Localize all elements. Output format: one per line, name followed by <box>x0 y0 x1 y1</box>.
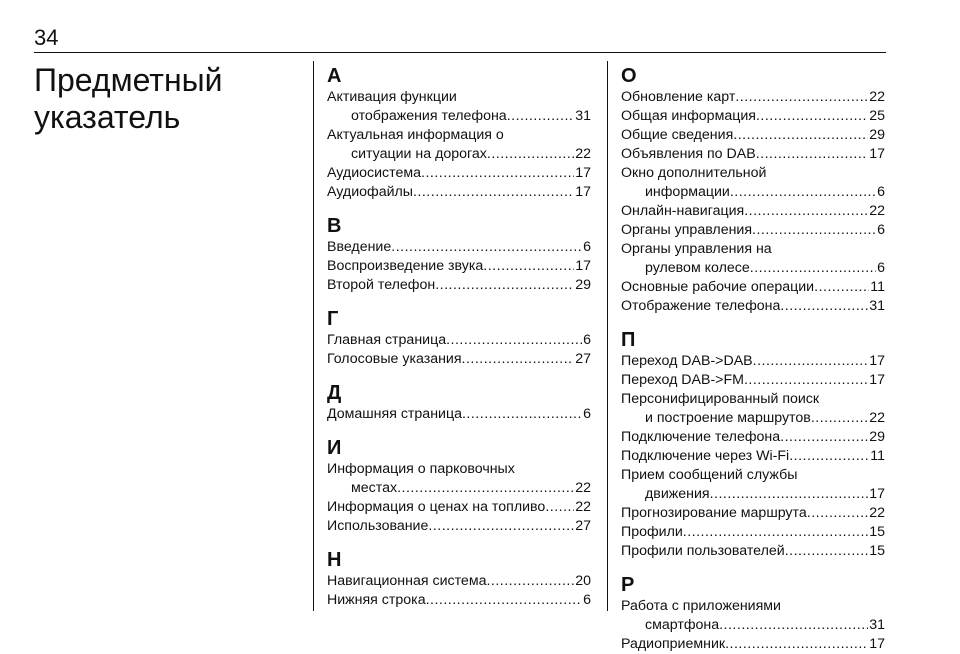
entry-label: движения <box>645 486 710 502</box>
index-entry <box>327 405 591 424</box>
entry-label: Подключение через Wi-Fi <box>621 448 790 464</box>
index-column-1 <box>327 64 591 610</box>
entry-line <box>621 616 885 635</box>
section-letter: П <box>621 329 636 351</box>
index-entry <box>621 278 885 297</box>
entry-page-number: 17 <box>869 636 885 652</box>
entry-label: Переход DAB->DAB <box>621 353 753 369</box>
column-divider-2 <box>607 61 608 611</box>
dot-leader <box>426 591 583 610</box>
entry-line <box>621 259 885 278</box>
page-title: Предметный указатель <box>34 62 223 135</box>
entry-label: смартфона <box>645 617 720 633</box>
dot-leader <box>735 88 868 107</box>
index-entry <box>621 240 885 278</box>
index-entry <box>621 88 885 107</box>
entry-heading: Активация функции <box>327 89 457 105</box>
entry-line <box>621 504 885 523</box>
entry-line <box>327 164 591 183</box>
entry-line <box>327 276 591 295</box>
entry-page-number: 22 <box>869 89 885 105</box>
entry-line <box>621 428 885 447</box>
dot-leader <box>814 278 869 297</box>
entry-page-number: 6 <box>583 332 591 348</box>
entry-label: Главная страница <box>327 332 447 348</box>
entry-label: Навигационная система <box>327 573 487 589</box>
entry-page-number: 6 <box>877 184 885 200</box>
entry-line <box>621 221 885 240</box>
dot-leader <box>730 183 876 202</box>
entry-line <box>621 352 885 371</box>
entry-page-number: 27 <box>575 351 591 367</box>
index-entry <box>621 447 885 466</box>
entry-line <box>621 202 885 221</box>
entry-label: Введение <box>327 239 392 255</box>
index-section <box>621 64 885 316</box>
dot-leader <box>483 257 574 276</box>
index-entry <box>327 460 591 498</box>
entry-line <box>327 183 591 202</box>
entry-label: Обновление карт <box>621 89 736 105</box>
entry-label: Переход DAB->FM <box>621 372 744 388</box>
entry-label: ситуации на дорогах <box>351 146 487 162</box>
entry-heading: Актуальная информация о <box>327 127 504 143</box>
entry-line <box>327 331 591 350</box>
entry-page-number: 11 <box>870 279 885 295</box>
dot-leader <box>462 350 575 369</box>
dot-leader <box>421 164 574 183</box>
entry-label: Профили пользователей <box>621 543 785 559</box>
entry-page-number: 17 <box>869 372 885 388</box>
entry-label: Общая информация <box>621 108 756 124</box>
dot-leader <box>756 107 868 126</box>
dot-leader <box>435 276 574 295</box>
dot-leader <box>413 183 574 202</box>
entry-label: Второй телефон <box>327 277 436 293</box>
section-letter: Г <box>327 308 339 330</box>
dot-leader <box>507 107 575 126</box>
entry-label: Использование <box>327 518 429 534</box>
entry-page-number: 22 <box>575 146 591 162</box>
index-entry <box>621 371 885 390</box>
index-entry <box>621 390 885 428</box>
entry-line <box>327 517 591 536</box>
index-entry <box>621 428 885 447</box>
index-entry <box>621 145 885 164</box>
entry-line <box>621 107 885 126</box>
entry-label: Аудиосистема <box>327 165 422 181</box>
dot-leader <box>683 523 868 542</box>
entry-line <box>327 238 591 257</box>
entry-line <box>621 126 885 145</box>
dot-leader <box>725 635 868 654</box>
section-letter: А <box>327 65 342 87</box>
index-entry <box>327 238 591 257</box>
entry-page-number: 22 <box>575 499 591 515</box>
entry-label: Прогнозирование маршрута <box>621 505 807 521</box>
entry-page-number: 15 <box>869 524 885 540</box>
entry-line <box>621 297 885 316</box>
page-number: 34 <box>34 25 59 50</box>
entry-line <box>621 523 885 542</box>
index-entry <box>621 597 885 635</box>
dot-leader <box>753 352 869 371</box>
entry-line <box>327 257 591 276</box>
entry-page-number: 31 <box>869 617 885 633</box>
dot-leader <box>785 542 869 561</box>
entry-page-number: 29 <box>575 277 591 293</box>
index-entry <box>621 635 885 654</box>
entry-page-number: 27 <box>575 518 591 534</box>
entry-page-number: 31 <box>575 108 591 124</box>
entry-page-number: 6 <box>583 406 591 422</box>
section-letter: О <box>621 65 637 87</box>
dot-leader <box>752 221 876 240</box>
index-entry <box>327 331 591 350</box>
dot-leader <box>780 297 868 316</box>
index-entry <box>621 523 885 542</box>
dot-leader <box>744 202 868 221</box>
entry-page-number: 17 <box>869 146 885 162</box>
entry-page-number: 15 <box>869 543 885 559</box>
entry-heading: Органы управления на <box>621 241 772 257</box>
entry-label: Нижняя строка <box>327 592 426 608</box>
index-entry <box>327 88 591 126</box>
dot-leader <box>744 371 868 390</box>
entry-label: Профили <box>621 524 683 540</box>
entry-page-number: 6 <box>583 592 591 608</box>
entry-label: информации <box>645 184 730 200</box>
header-rule <box>34 52 886 53</box>
entry-line <box>327 479 591 498</box>
index-entry <box>621 466 885 504</box>
entry-page-number: 6 <box>877 222 885 238</box>
dot-leader <box>428 517 574 536</box>
entry-heading: Прием сообщений службы <box>621 467 798 483</box>
entry-page-number: 17 <box>575 165 591 181</box>
entry-page-number: 31 <box>869 298 885 314</box>
entry-line <box>621 447 885 466</box>
entry-label: Домашняя страница <box>327 406 462 422</box>
index-entry <box>327 164 591 183</box>
entry-line <box>327 107 591 126</box>
entry-line <box>327 591 591 610</box>
dot-leader <box>391 238 582 257</box>
entry-page-number: 22 <box>869 410 885 426</box>
entry-page-number: 17 <box>869 353 885 369</box>
index-section <box>327 64 591 202</box>
dot-leader <box>719 616 868 635</box>
index-entry <box>327 591 591 610</box>
entry-label: Объявления по DAB <box>621 146 756 162</box>
index-entry <box>621 164 885 202</box>
section-letter: Д <box>327 382 342 404</box>
section-letter: В <box>327 215 342 237</box>
index-entry <box>327 276 591 295</box>
entry-label: и построение маршрутов <box>645 410 811 426</box>
index-section <box>327 307 591 369</box>
entry-label: Информация о ценах на топливо <box>327 499 546 515</box>
dot-leader <box>397 479 574 498</box>
entry-line <box>621 183 885 202</box>
index-entry <box>327 257 591 276</box>
entry-line <box>621 278 885 297</box>
dot-leader <box>780 428 868 447</box>
entry-line <box>621 485 885 504</box>
entry-page-number: 17 <box>869 486 885 502</box>
entry-label: Подключение телефона <box>621 429 781 445</box>
entry-page-number: 11 <box>870 448 885 464</box>
entry-heading: Окно дополнительной <box>621 165 767 181</box>
entry-label: Отображение телефона <box>621 298 781 314</box>
index-entry <box>621 297 885 316</box>
dot-leader <box>446 331 582 350</box>
entry-label: Основные рабочие операции <box>621 279 815 295</box>
index-entry <box>327 350 591 369</box>
dot-leader <box>545 498 574 517</box>
entry-heading: Информация о парковочных <box>327 461 515 477</box>
index-entry <box>327 498 591 517</box>
index-section <box>621 328 885 561</box>
entry-label: Голосовые указания <box>327 351 462 367</box>
entry-page-number: 25 <box>869 108 885 124</box>
index-entry <box>621 221 885 240</box>
entry-page-number: 20 <box>575 573 591 589</box>
index-entry <box>327 517 591 536</box>
dot-leader <box>750 259 876 278</box>
entry-heading: Работа с приложениями <box>621 598 781 614</box>
dot-leader <box>807 504 868 523</box>
section-letter: Р <box>621 574 635 596</box>
index-entry <box>621 126 885 145</box>
section-letter: Н <box>327 549 342 571</box>
dot-leader <box>486 572 574 591</box>
entry-label: Радиоприемник <box>621 636 726 652</box>
entry-page-number: 17 <box>575 258 591 274</box>
entry-line <box>327 498 591 517</box>
entry-page-number: 17 <box>575 184 591 200</box>
entry-label: Онлайн-навигация <box>621 203 745 219</box>
entry-label: Аудиофайлы <box>327 184 413 200</box>
index-section <box>327 381 591 424</box>
entry-line <box>327 350 591 369</box>
index-section <box>327 214 591 295</box>
dot-leader <box>789 447 869 466</box>
index-entry <box>327 126 591 164</box>
dot-leader <box>710 485 869 504</box>
entry-line <box>621 409 885 428</box>
entry-line <box>621 542 885 561</box>
entry-label: Воспроизведение звука <box>327 258 484 274</box>
entry-line <box>327 145 591 164</box>
index-entry <box>621 542 885 561</box>
entry-page-number: 29 <box>869 429 885 445</box>
index-section <box>327 436 591 536</box>
dot-leader <box>487 145 574 164</box>
section-letter: И <box>327 437 342 459</box>
entry-line <box>327 405 591 424</box>
dot-leader <box>462 405 582 424</box>
entry-page-number: 22 <box>869 505 885 521</box>
dot-leader <box>811 409 868 428</box>
index-entry <box>621 352 885 371</box>
entry-page-number: 22 <box>575 480 591 496</box>
column-divider-1 <box>313 61 314 611</box>
entry-label: Общие сведения <box>621 127 734 143</box>
entry-line <box>621 371 885 390</box>
index-entry <box>327 183 591 202</box>
index-entry <box>327 572 591 591</box>
index-entry <box>621 202 885 221</box>
index-entry <box>621 504 885 523</box>
entry-line <box>621 635 885 654</box>
entry-label: отображения телефона <box>351 108 507 124</box>
entry-label: местах <box>351 480 398 496</box>
entry-page-number: 29 <box>869 127 885 143</box>
entry-line <box>621 145 885 164</box>
dot-leader <box>756 145 869 164</box>
entry-page-number: 22 <box>869 203 885 219</box>
index-entry <box>621 107 885 126</box>
entry-page-number: 6 <box>877 260 885 276</box>
entry-label: Органы управления <box>621 222 753 238</box>
entry-label: рулевом колесе <box>645 260 750 276</box>
entry-line <box>621 88 885 107</box>
index-section <box>327 548 591 610</box>
index-column-2 <box>621 64 885 654</box>
entry-page-number: 6 <box>583 239 591 255</box>
entry-heading: Персонифицированный поиск <box>621 391 820 407</box>
entry-line <box>327 572 591 591</box>
dot-leader <box>733 126 868 145</box>
